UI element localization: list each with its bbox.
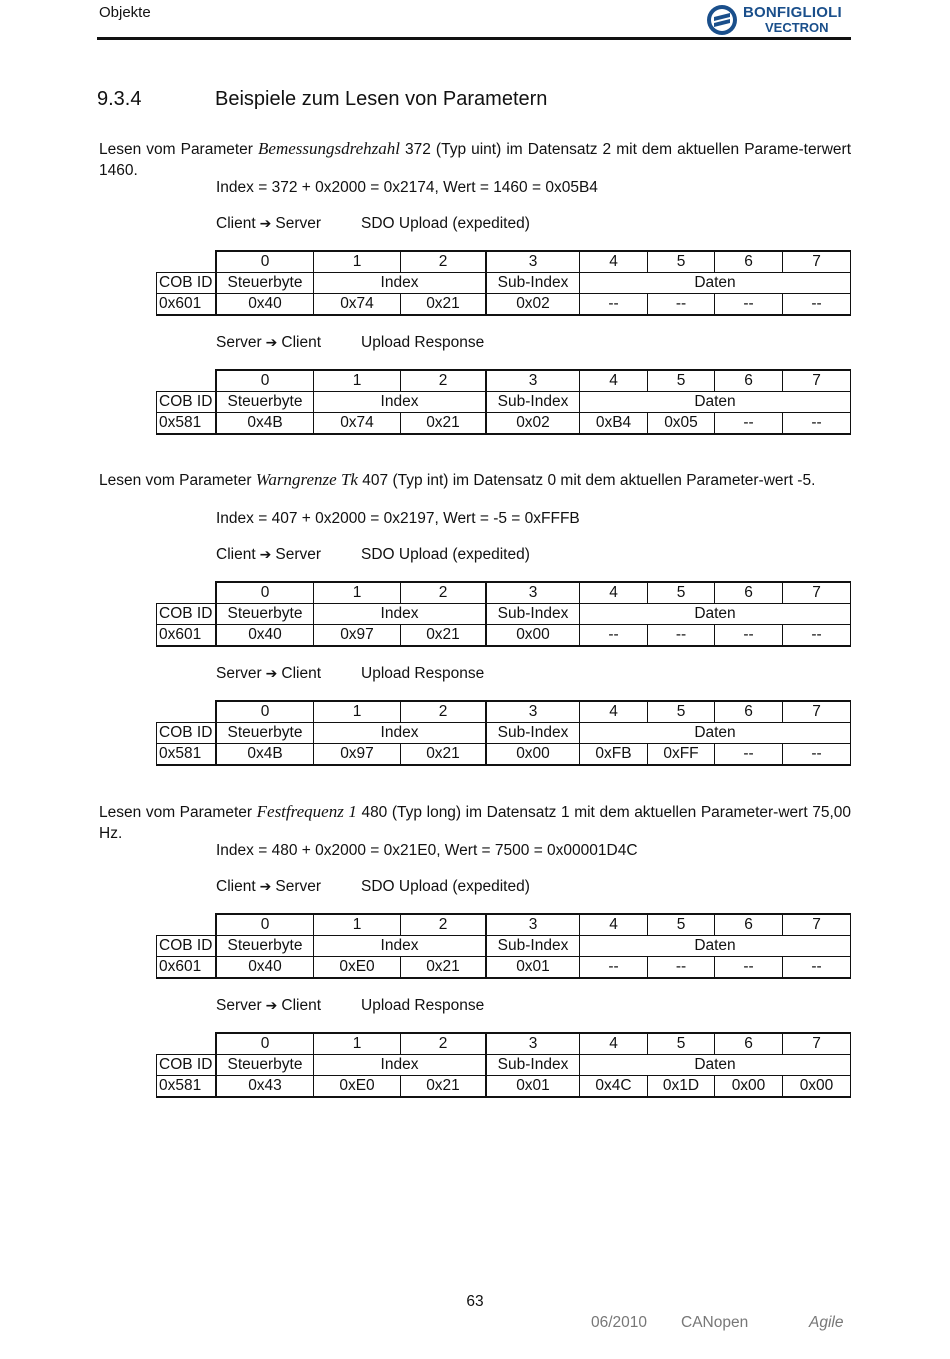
daten-header: Daten xyxy=(580,392,851,413)
byte-value-cell: -- xyxy=(580,294,648,316)
frame-data-row xyxy=(157,625,851,647)
transfer-mode: Upload Response xyxy=(361,997,485,1014)
direction-to: Server xyxy=(275,878,322,895)
byte-number-cell: 1 xyxy=(314,1033,401,1055)
resp-direction xyxy=(216,665,485,683)
subindex-header: Sub-Index xyxy=(486,1055,580,1076)
subindex-header: Sub-Index xyxy=(486,936,580,957)
byte-value-cell: 0x05 xyxy=(648,413,715,435)
field-header-row xyxy=(157,392,851,413)
field-header-row xyxy=(157,1055,851,1076)
byte-value-cell: -- xyxy=(783,957,851,979)
byte-value-cell: 0xE0 xyxy=(314,1076,401,1098)
byte-value-cell: 0x00 xyxy=(715,1076,783,1098)
direction-to: Client xyxy=(281,997,322,1014)
byte-number-cell: 1 xyxy=(314,251,401,273)
byte-number-cell: 7 xyxy=(783,582,851,604)
daten-header: Daten xyxy=(580,604,851,625)
section-number: 9.3.4 xyxy=(97,88,142,110)
page-number: 63 xyxy=(466,1293,484,1310)
byte-number-row xyxy=(157,701,851,723)
direction-from: Client xyxy=(216,546,256,563)
frame-data-row xyxy=(157,294,851,316)
bonfiglioli-logo xyxy=(705,3,853,37)
byte-number-cell: 7 xyxy=(783,251,851,273)
transfer-mode: Upload Response xyxy=(361,334,485,351)
direction-to: Server xyxy=(275,215,322,232)
transfer-mode: Upload Response xyxy=(361,665,485,682)
header-title: Objekte xyxy=(99,4,151,21)
index-header: Index xyxy=(314,936,487,957)
empty-cell xyxy=(157,582,217,604)
byte-value-cell: 0x43 xyxy=(216,1076,314,1098)
byte-number-cell: 0 xyxy=(216,251,314,273)
arrow-right-icon: ➔ xyxy=(265,334,278,350)
byte-number-cell: 0 xyxy=(216,1033,314,1055)
cob-id-header: COB ID xyxy=(157,273,217,294)
byte-number-cell: 7 xyxy=(783,370,851,392)
byte-number-cell: 4 xyxy=(580,251,648,273)
byte-number-cell: 2 xyxy=(401,582,487,604)
transfer-mode: SDO Upload (expedited) xyxy=(361,546,530,563)
byte-number-cell: 5 xyxy=(648,582,715,604)
direction-from: Server xyxy=(216,997,262,1014)
byte-value-cell: -- xyxy=(648,625,715,647)
resp-direction xyxy=(216,997,485,1015)
byte-value-cell: 0x02 xyxy=(486,413,580,435)
byte-value-cell: 0x40 xyxy=(216,957,314,979)
byte-value-cell: -- xyxy=(648,294,715,316)
byte-value-cell: 0x97 xyxy=(314,625,401,647)
arrow-right-icon: ➔ xyxy=(265,997,278,1013)
resp-direction xyxy=(216,334,485,352)
logo-line2: VECTRON xyxy=(765,20,829,35)
byte-value-cell: -- xyxy=(783,625,851,647)
byte-value-cell: 0x21 xyxy=(401,957,487,979)
byte-number-cell: 6 xyxy=(715,251,783,273)
byte-number-row xyxy=(157,251,851,273)
field-header-row xyxy=(157,723,851,744)
steuerbyte-header: Steuerbyte xyxy=(216,936,314,957)
direction-to: Client xyxy=(281,665,322,682)
byte-value-cell: -- xyxy=(783,744,851,766)
byte-number-cell: 1 xyxy=(314,701,401,723)
byte-number-cell: 5 xyxy=(648,370,715,392)
req-can-frame-table xyxy=(156,250,851,316)
byte-number-cell: 6 xyxy=(715,1033,783,1055)
byte-number-cell: 2 xyxy=(401,1033,487,1055)
byte-value-cell: 0x02 xyxy=(486,294,580,316)
daten-header: Daten xyxy=(580,1055,851,1076)
req-can-frame-table xyxy=(156,581,851,647)
byte-number-cell: 0 xyxy=(216,370,314,392)
direction-from: Client xyxy=(216,215,256,232)
field-header-row xyxy=(157,936,851,957)
byte-value-cell: 0x40 xyxy=(216,625,314,647)
empty-cell xyxy=(157,1033,217,1055)
byte-number-cell: 7 xyxy=(783,701,851,723)
description-prefix: Lesen vom Parameter xyxy=(99,141,259,158)
byte-number-cell: 5 xyxy=(648,1033,715,1055)
byte-value-cell: 0x21 xyxy=(401,625,487,647)
direction-from: Server xyxy=(216,665,262,682)
cob-id-header: COB ID xyxy=(157,392,217,413)
byte-number-row xyxy=(157,582,851,604)
byte-number-cell: 6 xyxy=(715,370,783,392)
byte-number-cell: 3 xyxy=(486,1033,580,1055)
subindex-header: Sub-Index xyxy=(486,723,580,744)
cob-id-header: COB ID xyxy=(157,604,217,625)
byte-value-cell: 0x21 xyxy=(401,294,487,316)
direction-from: Client xyxy=(216,878,256,895)
byte-number-cell: 7 xyxy=(783,914,851,936)
transfer-mode: SDO Upload (expedited) xyxy=(361,878,530,895)
steuerbyte-header: Steuerbyte xyxy=(216,723,314,744)
byte-number-cell: 6 xyxy=(715,701,783,723)
cob-id-header: COB ID xyxy=(157,936,217,957)
section-title: Beispiele zum Lesen von Parametern xyxy=(215,88,548,110)
index-formula: Index = 372 + 0x2000 = 0x2174, Wert = 1460 = 0x05B4 xyxy=(216,179,598,196)
byte-value-cell: -- xyxy=(648,957,715,979)
index-header: Index xyxy=(314,723,487,744)
byte-value-cell: -- xyxy=(783,294,851,316)
byte-number-cell: 6 xyxy=(715,914,783,936)
daten-header: Daten xyxy=(580,723,851,744)
field-header-row xyxy=(157,273,851,294)
index-formula: Index = 407 + 0x2000 = 0x2197, Wert = -5 = 0xFFFB xyxy=(216,510,580,527)
byte-value-cell: 0xFB xyxy=(580,744,648,766)
byte-number-row xyxy=(157,914,851,936)
byte-value-cell: -- xyxy=(715,294,783,316)
cob-id-header: COB ID xyxy=(157,723,217,744)
byte-number-cell: 3 xyxy=(486,251,580,273)
daten-header: Daten xyxy=(580,936,851,957)
example-description xyxy=(99,469,851,491)
cob-id-value: 0x581 xyxy=(157,744,217,766)
index-header: Index xyxy=(314,392,487,413)
frame-data-row xyxy=(157,413,851,435)
subindex-header: Sub-Index xyxy=(486,273,580,294)
parameter-name: Bemessungsdrehzahl xyxy=(258,139,400,158)
byte-number-cell: 0 xyxy=(216,701,314,723)
logo-emblem-icon xyxy=(705,3,739,37)
empty-cell xyxy=(157,251,217,273)
description-prefix: Lesen vom Parameter xyxy=(99,472,256,489)
byte-number-cell: 6 xyxy=(715,582,783,604)
steuerbyte-header: Steuerbyte xyxy=(216,273,314,294)
byte-value-cell: 0x21 xyxy=(401,1076,487,1098)
footer-bus: CANopen xyxy=(681,1314,749,1331)
cob-id-value: 0x581 xyxy=(157,1076,217,1098)
subindex-header: Sub-Index xyxy=(486,604,580,625)
byte-value-cell: -- xyxy=(715,957,783,979)
section-heading xyxy=(97,88,547,111)
byte-value-cell: 0x4B xyxy=(216,744,314,766)
cob-id-header: COB ID xyxy=(157,1055,217,1076)
byte-value-cell: 0x00 xyxy=(486,744,580,766)
cob-id-value: 0x601 xyxy=(157,625,217,647)
byte-number-cell: 2 xyxy=(401,370,487,392)
footer-product: Agile xyxy=(809,1314,844,1331)
byte-number-cell: 3 xyxy=(486,701,580,723)
resp-can-frame-table xyxy=(156,369,851,435)
byte-number-cell: 4 xyxy=(580,582,648,604)
byte-value-cell: 0x01 xyxy=(486,957,580,979)
example-description xyxy=(99,801,851,844)
byte-number-cell: 3 xyxy=(486,370,580,392)
steuerbyte-header: Steuerbyte xyxy=(216,604,314,625)
byte-number-cell: 5 xyxy=(648,251,715,273)
byte-number-cell: 2 xyxy=(401,701,487,723)
byte-value-cell: 0x00 xyxy=(783,1076,851,1098)
byte-number-cell: 1 xyxy=(314,914,401,936)
byte-number-cell: 4 xyxy=(580,701,648,723)
byte-value-cell: 0xE0 xyxy=(314,957,401,979)
subindex-header: Sub-Index xyxy=(486,392,580,413)
frame-data-row xyxy=(157,957,851,979)
arrow-right-icon: ➔ xyxy=(259,878,272,894)
byte-value-cell: -- xyxy=(715,744,783,766)
arrow-right-icon: ➔ xyxy=(259,546,272,562)
cob-id-value: 0x601 xyxy=(157,294,217,316)
footer-date: 06/2010 xyxy=(591,1314,648,1331)
req-direction xyxy=(216,546,530,564)
empty-cell xyxy=(157,914,217,936)
index-formula: Index = 480 + 0x2000 = 0x21E0, Wert = 7500 = 0x00001D4C xyxy=(216,842,638,859)
empty-cell xyxy=(157,701,217,723)
byte-number-cell: 4 xyxy=(580,1033,648,1055)
req-direction xyxy=(216,878,530,896)
byte-value-cell: -- xyxy=(715,413,783,435)
description-prefix: Lesen vom Parameter xyxy=(99,804,257,821)
byte-number-cell: 4 xyxy=(580,370,648,392)
direction-to: Server xyxy=(275,546,322,563)
byte-value-cell: 0x4C xyxy=(580,1076,648,1098)
byte-value-cell: -- xyxy=(580,957,648,979)
byte-value-cell: 0x21 xyxy=(401,413,487,435)
byte-value-cell: 0x21 xyxy=(401,744,487,766)
cob-id-value: 0x581 xyxy=(157,413,217,435)
example-description xyxy=(99,138,851,181)
byte-value-cell: -- xyxy=(580,625,648,647)
parameter-name: Festfrequenz 1 xyxy=(256,802,357,821)
index-header: Index xyxy=(314,604,487,625)
description-suffix: 480 (Typ long) im Datensatz 1 mit dem aktuellen Parameter-wert 75,00 Hz. xyxy=(99,804,851,842)
byte-number-row xyxy=(157,370,851,392)
req-can-frame-table xyxy=(156,913,851,979)
req-direction xyxy=(216,215,530,233)
byte-value-cell: 0x00 xyxy=(486,625,580,647)
byte-value-cell: 0x4B xyxy=(216,413,314,435)
daten-header: Daten xyxy=(580,273,851,294)
description-suffix: 407 (Typ int) im Datensatz 0 mit dem aktuellen Parameter-wert -5. xyxy=(357,472,816,489)
byte-number-cell: 1 xyxy=(314,370,401,392)
direction-from: Server xyxy=(216,334,262,351)
resp-can-frame-table xyxy=(156,1032,851,1098)
transfer-mode: SDO Upload (expedited) xyxy=(361,215,530,232)
steuerbyte-header: Steuerbyte xyxy=(216,392,314,413)
byte-number-cell: 3 xyxy=(486,582,580,604)
byte-number-row xyxy=(157,1033,851,1055)
frame-data-row xyxy=(157,744,851,766)
byte-value-cell: -- xyxy=(715,625,783,647)
byte-number-cell: 7 xyxy=(783,1033,851,1055)
cob-id-value: 0x601 xyxy=(157,957,217,979)
byte-value-cell: 0x74 xyxy=(314,413,401,435)
byte-number-cell: 4 xyxy=(580,914,648,936)
byte-number-cell: 3 xyxy=(486,914,580,936)
byte-number-cell: 0 xyxy=(216,914,314,936)
arrow-right-icon: ➔ xyxy=(259,215,272,231)
byte-value-cell: 0x1D xyxy=(648,1076,715,1098)
byte-value-cell: 0x97 xyxy=(314,744,401,766)
byte-number-cell: 5 xyxy=(648,914,715,936)
resp-can-frame-table xyxy=(156,700,851,766)
byte-value-cell: 0x01 xyxy=(486,1076,580,1098)
byte-value-cell: 0xFF xyxy=(648,744,715,766)
direction-to: Client xyxy=(281,334,322,351)
index-header: Index xyxy=(314,273,487,294)
byte-number-cell: 2 xyxy=(401,251,487,273)
logo-line1: BONFIGLIOLI xyxy=(743,4,842,21)
arrow-right-icon: ➔ xyxy=(265,665,278,681)
byte-number-cell: 5 xyxy=(648,701,715,723)
byte-number-cell: 1 xyxy=(314,582,401,604)
field-header-row xyxy=(157,604,851,625)
empty-cell xyxy=(157,370,217,392)
byte-value-cell: 0xB4 xyxy=(580,413,648,435)
index-header: Index xyxy=(314,1055,487,1076)
byte-value-cell: 0x74 xyxy=(314,294,401,316)
byte-value-cell: 0x40 xyxy=(216,294,314,316)
byte-number-cell: 0 xyxy=(216,582,314,604)
byte-number-cell: 2 xyxy=(401,914,487,936)
description-suffix: 372 (Typ uint) im Datensatz 2 mit dem aktuellen Parame-terwert 1460. xyxy=(99,141,852,179)
byte-value-cell: -- xyxy=(783,413,851,435)
parameter-name: Warngrenze Tk xyxy=(255,470,358,489)
steuerbyte-header: Steuerbyte xyxy=(216,1055,314,1076)
frame-data-row xyxy=(157,1076,851,1098)
header-rule xyxy=(97,37,851,40)
